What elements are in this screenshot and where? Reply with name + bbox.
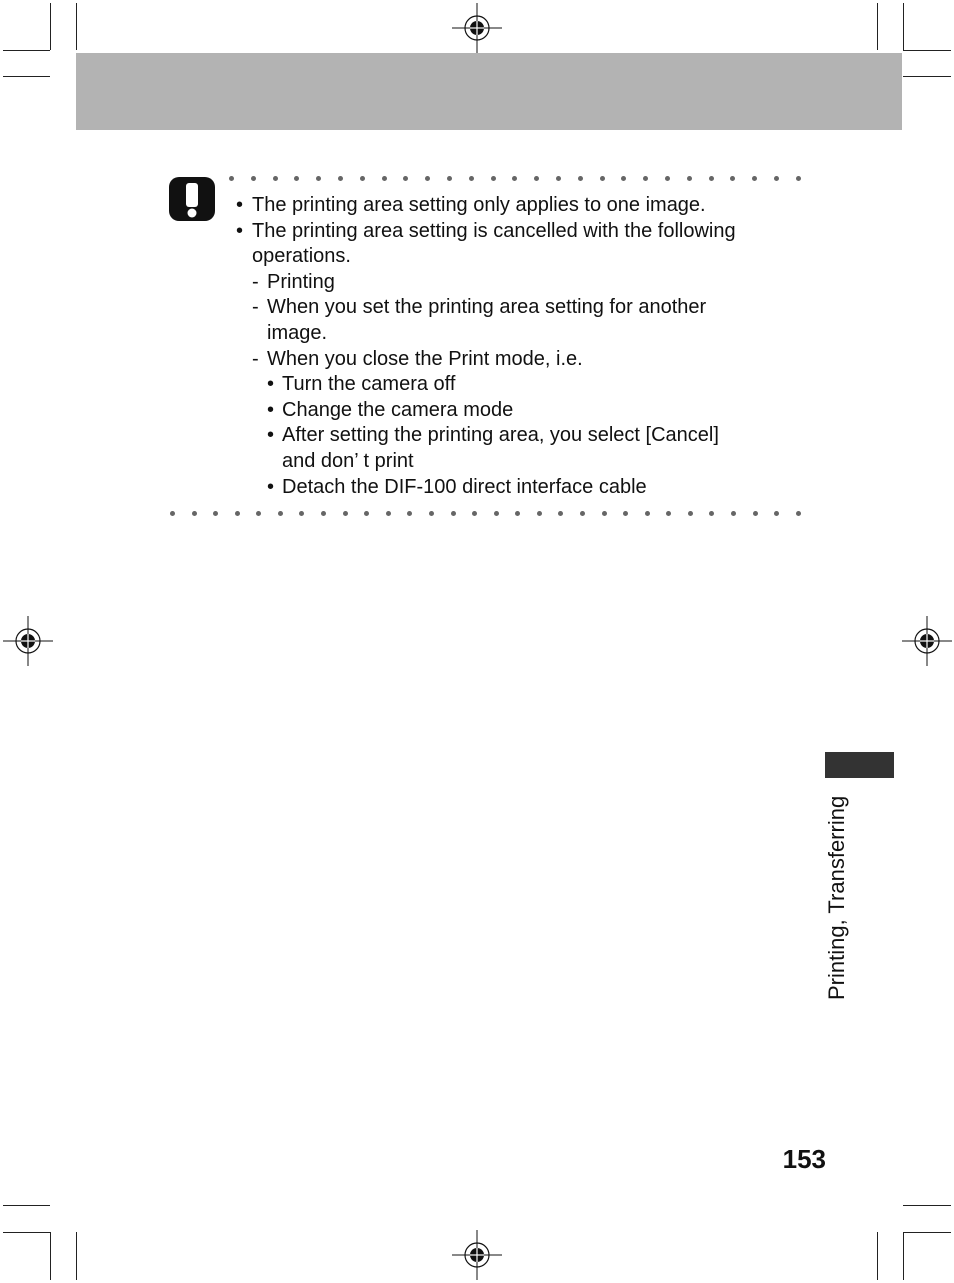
note-text: operations. xyxy=(252,245,351,268)
crop-mark xyxy=(903,50,951,51)
note-line xyxy=(234,270,809,296)
note-line xyxy=(234,193,809,219)
crop-mark xyxy=(76,3,77,50)
crop-mark xyxy=(877,1232,878,1280)
bullet-marker: • xyxy=(267,424,275,447)
note-line xyxy=(234,219,809,245)
section-label: Printing, Transferring xyxy=(824,795,849,1000)
caution-icon xyxy=(168,176,216,222)
crop-mark xyxy=(3,76,50,77)
crop-mark xyxy=(76,1232,77,1280)
crop-mark xyxy=(903,1205,951,1206)
note-text: Turn the camera off xyxy=(282,373,456,396)
note-line xyxy=(234,423,809,449)
crop-mark xyxy=(903,3,904,50)
registration-mark-icon xyxy=(452,1230,502,1280)
note-text: After setting the printing area, you select [Cancel] xyxy=(282,424,719,447)
crop-mark xyxy=(903,1232,904,1280)
bullet-marker: • xyxy=(236,219,244,242)
dotted-rule-bottom xyxy=(170,509,801,517)
bullet-marker: • xyxy=(267,373,275,396)
note-text: Detach the DIF-100 direct interface cable xyxy=(282,475,647,498)
note-text: and don’ t print xyxy=(282,449,414,472)
note-line xyxy=(234,475,809,501)
crop-mark xyxy=(877,3,878,50)
note-text: When you set the printing area setting for another xyxy=(267,296,707,319)
page-number: 153 xyxy=(782,1144,826,1174)
note-line xyxy=(234,398,809,424)
bullet-marker: • xyxy=(236,194,244,216)
note-text: Printing xyxy=(267,270,335,293)
caution-notes xyxy=(234,193,809,500)
crop-mark xyxy=(50,1232,51,1280)
crop-mark xyxy=(3,1232,50,1233)
note-line xyxy=(234,295,809,321)
dotted-rule-top xyxy=(229,174,801,182)
note-line xyxy=(234,449,809,475)
registration-mark-icon xyxy=(902,616,952,666)
header-band xyxy=(76,53,902,130)
crop-mark xyxy=(50,3,51,50)
note-text: When you close the Print mode, i.e. xyxy=(267,347,583,370)
note-line xyxy=(234,244,809,270)
crop-mark xyxy=(3,50,50,51)
note-line xyxy=(234,347,809,373)
dash-marker: - xyxy=(252,347,259,370)
note-text: The printing area setting only applies to one image. xyxy=(252,194,706,216)
note-text: Change the camera mode xyxy=(282,398,514,421)
bullet-marker: • xyxy=(267,475,275,498)
registration-mark-icon xyxy=(452,3,502,53)
note-text: The printing area setting is cancelled with the following xyxy=(252,219,736,242)
bullet-marker: • xyxy=(267,398,275,421)
note-text: image. xyxy=(267,321,328,344)
crop-mark xyxy=(903,76,951,77)
crop-mark xyxy=(3,1205,50,1206)
dash-marker: - xyxy=(252,296,259,319)
crop-mark xyxy=(903,1232,951,1233)
note-line xyxy=(234,321,809,347)
registration-mark-icon xyxy=(3,616,53,666)
note-line xyxy=(234,372,809,398)
dash-marker: - xyxy=(252,270,259,293)
